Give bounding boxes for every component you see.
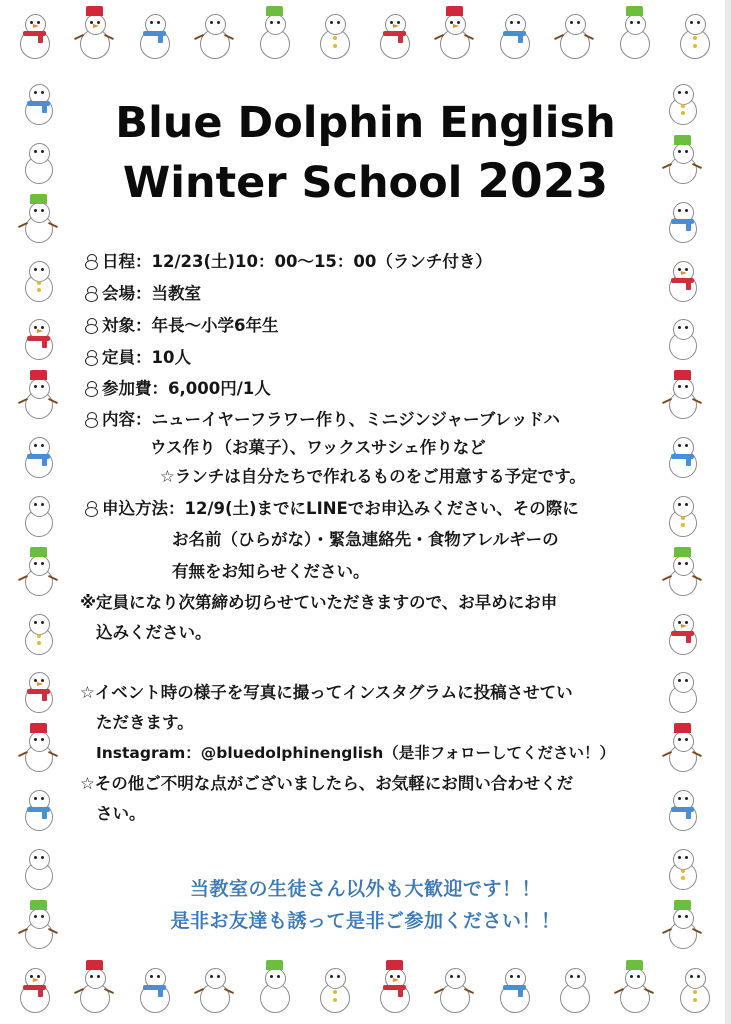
snowman-icon — [614, 4, 654, 62]
note2-line-2: ただきます。 — [96, 713, 194, 732]
schedule-line — [84, 252, 492, 272]
snowman-icon — [314, 4, 354, 62]
snowman-icon — [554, 958, 594, 1016]
snowman-icon — [662, 604, 702, 656]
bottom-snowman-border — [14, 958, 714, 1018]
content-line-2: ウス作り（お菓子）、ワックスサシェ作りなど — [150, 438, 486, 457]
snowman-icon — [18, 662, 58, 714]
snowman-icon — [134, 4, 174, 62]
snowman-icon — [18, 309, 58, 361]
snowman-icon — [14, 4, 54, 62]
snowman-icon — [314, 958, 354, 1016]
snowman-icon — [18, 721, 58, 773]
note1-line-2: 込みください。 — [96, 623, 212, 642]
snowman-icon — [554, 4, 594, 62]
snowman-icon — [374, 4, 414, 62]
target-line — [84, 316, 278, 336]
snowman-icon — [18, 780, 58, 832]
snowman-icon — [374, 958, 414, 1016]
snowman-icon — [194, 958, 234, 1016]
snowman-icon — [662, 251, 702, 303]
snowman-icon — [662, 427, 702, 479]
snowman-icon — [84, 285, 99, 301]
target-text: 対象：年長～小学6年生 — [102, 316, 279, 335]
snowman-icon — [662, 780, 702, 832]
note1-line-1: ※定員になり次第締め切らせていただきますので、お早めにお申 — [80, 593, 558, 612]
footer-line-2: 是非お友達も誘って是非ご参加ください！！ — [170, 910, 561, 932]
snowman-icon — [134, 958, 174, 1016]
title-line-1: Blue Dolphin English — [115, 98, 616, 148]
snowman-icon — [84, 500, 99, 516]
snowman-icon — [84, 380, 99, 396]
title-line-2 — [0, 154, 731, 209]
fee-line — [84, 379, 271, 399]
snowman-icon — [18, 604, 58, 656]
snowman-icon — [84, 411, 99, 427]
snowman-icon — [194, 4, 234, 62]
content-line-3: ☆ランチは自分たちで作れるものをご用意する予定です。 — [160, 467, 586, 486]
snowman-icon — [18, 251, 58, 303]
venue-line — [84, 284, 201, 304]
snowman-icon — [84, 317, 99, 333]
snowman-icon — [494, 4, 534, 62]
snowman-icon — [254, 958, 294, 1016]
content-line-1 — [84, 410, 560, 430]
capacity-text: 定員：10人 — [102, 348, 191, 367]
snowman-icon — [662, 662, 702, 714]
snowman-icon — [662, 368, 702, 420]
snowman-icon — [614, 958, 654, 1016]
snowman-icon — [18, 486, 58, 538]
title-year: 2023 — [477, 154, 609, 209]
snowman-icon — [84, 349, 99, 365]
snowman-icon — [18, 368, 58, 420]
snowman-icon — [18, 427, 58, 479]
apply-line-1 — [84, 499, 579, 519]
top-snowman-border — [14, 4, 714, 64]
snowman-icon — [674, 4, 714, 62]
snowman-icon — [434, 958, 474, 1016]
schedule-text: 日程：12/23(土)10：00～15：00（ランチ付き） — [102, 252, 492, 271]
apply-text-1: 申込方法：12/9(土)までにLINEでお申込みください、その際に — [102, 499, 579, 518]
note2-line-1: ☆イベント時の様子を写真に撮ってインスタグラムに投稿させてい — [80, 683, 573, 702]
instagram-line: Instagram：@bluedolphinenglish（是非フォローしてください！） — [96, 744, 615, 762]
footer-line-1: 当教室の生徒さん以外も大歓迎です！！ — [189, 878, 541, 900]
snowman-icon — [494, 958, 534, 1016]
capacity-line — [84, 348, 191, 368]
note3-line-2: さい。 — [96, 804, 146, 823]
snowman-icon — [434, 4, 474, 62]
note3-line-1: ☆その他ご不明な点がございましたら、お気軽にお問い合わせくだ — [80, 774, 574, 793]
snowman-icon — [14, 958, 54, 1016]
snowman-icon — [84, 253, 99, 269]
title-text: Winter School — [122, 158, 478, 208]
snowman-icon — [254, 4, 294, 62]
fee-text: 参加費：6,000円/1人 — [102, 379, 271, 398]
apply-line-3: 有無をお知らせください。 — [172, 562, 370, 581]
venue-text: 会場：当教室 — [102, 284, 201, 303]
snowman-icon — [662, 545, 702, 597]
content-text-1: 内容：ニューイヤーフラワー作り、ミニジンジャーブレッドハ — [102, 410, 561, 429]
apply-line-2: お名前（ひらがな）・緊急連絡先・食物アレルギーの — [172, 530, 559, 549]
snowman-icon — [674, 958, 714, 1016]
snowman-icon — [74, 4, 114, 62]
snowman-icon — [74, 958, 114, 1016]
snowman-icon — [662, 486, 702, 538]
snowman-icon — [662, 721, 702, 773]
snowman-icon — [18, 545, 58, 597]
page-edge — [725, 0, 731, 1024]
snowman-icon — [662, 309, 702, 361]
